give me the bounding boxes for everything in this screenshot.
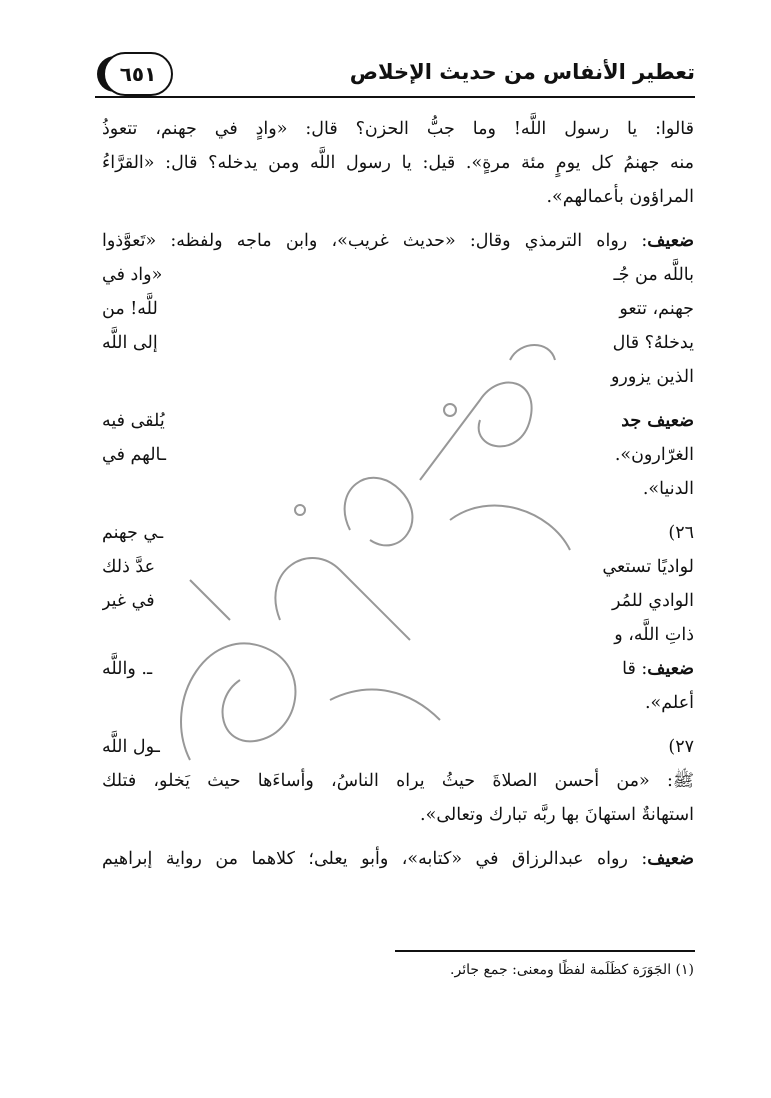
grade-label: ضعيف [647, 659, 694, 679]
line-right-part [668, 516, 694, 550]
paragraph-gap [102, 506, 694, 516]
text-fragment: ـي جهنم [102, 523, 164, 543]
text-line [102, 224, 694, 258]
grade-label: ضعيف [647, 231, 694, 251]
grade-label: ضعيف جد [621, 411, 694, 431]
header-rule [95, 96, 695, 98]
text-line [102, 258, 694, 292]
text-fragment: الذين يزورو [610, 367, 694, 387]
text-fragment: : قا [622, 659, 648, 679]
text-line [102, 798, 694, 832]
text-line [102, 112, 694, 146]
text-line [102, 618, 694, 652]
text-fragment: : رواه عبدالرزاق في «كتابه»، وأبو يعلى؛ كلاهما من رواية إبراهيم [102, 849, 648, 869]
line-right-part [615, 438, 694, 472]
text-fragment: باللَّه من جُـ [613, 265, 694, 285]
footnote-separator [395, 950, 695, 952]
line-right-part [602, 550, 694, 584]
page-number-badge: ٦٥١ [103, 52, 173, 96]
line-right-part [622, 652, 694, 686]
line-right-part [611, 360, 694, 394]
text-fragment: ٢٧) [668, 737, 694, 757]
text-fragment: الدنيا». [642, 479, 694, 499]
text-line [102, 652, 694, 686]
text-line [102, 146, 694, 180]
paragraph-gap [102, 214, 694, 224]
text-fragment: جهنم، تتعو [619, 299, 694, 319]
text-fragment: : رواه الترمذي وقال: «حديث غريب»، وابن ماجه ولفظه: «تَعوَّذوا [102, 231, 648, 251]
text-fragment: يُلقى فيه [102, 411, 165, 431]
text-fragment: لواديًا تستعي [602, 557, 694, 577]
line-right-part [614, 258, 694, 292]
line-right-part [613, 326, 694, 360]
text-fragment: استهانةٌ استهانَ بها ربَّه تبارك وتعالى». [420, 805, 694, 825]
text-line [102, 842, 694, 876]
grade-label: ضعيف [647, 849, 694, 869]
text-fragment: يدخلهُ؟ قال [612, 333, 694, 353]
text-line [102, 730, 694, 764]
text-line [102, 180, 694, 214]
line-right-part [614, 618, 694, 652]
paragraph-gap [102, 394, 694, 404]
text-line [102, 516, 694, 550]
paragraph-gap [102, 832, 694, 842]
page-header [95, 48, 695, 98]
text-line [102, 360, 694, 394]
text-line [102, 550, 694, 584]
paragraph-gap [102, 720, 694, 730]
text-line [102, 326, 694, 360]
text-fragment: قالوا: يا رسول اللَّه! وما جبُّ الحزن؟ قال: «وادٍ في جهنم، تتعوذُ [102, 119, 694, 139]
line-right-part [619, 292, 694, 326]
text-fragment: ٢٦) [668, 523, 694, 543]
text-fragment: ـالهم في [102, 445, 167, 465]
text-line [102, 764, 694, 798]
text-fragment: للَّه! من [102, 299, 158, 319]
text-fragment: ذاتِ اللَّه، و [614, 625, 694, 645]
body-text [102, 112, 694, 876]
text-fragment: المراؤون بأعمالهم». [546, 187, 694, 207]
text-fragment: الوادي للمُر [611, 591, 694, 611]
text-line [102, 472, 694, 506]
text-line [102, 686, 694, 720]
text-fragment: ﷺ: «من أحسن الصلاةَ حيثُ يراه الناسُ، وأساءَها حيث يَخلو، فتلك [102, 771, 694, 791]
footnote: (١) الجَوَرَة كظَلَمة لفظًا ومعنى: جمع جائر. [450, 962, 694, 978]
text-fragment: منه جهنمُ كل يومٍ مئة مرةٍ». قيل: يا رسول اللَّه ومن يدخله؟ قال: «القرَّاءُ [102, 153, 694, 173]
line-right-part [612, 584, 694, 618]
running-title: تعطير الأنفاس من حديث الإخلاص [349, 60, 695, 84]
text-fragment: ـول اللَّه [102, 737, 160, 757]
text-fragment: إلى اللَّه [102, 333, 158, 353]
text-line [102, 292, 694, 326]
text-fragment: ـ. واللَّه [102, 659, 153, 679]
line-right-part [668, 730, 694, 764]
text-fragment: عدَّ ذلك [102, 557, 156, 577]
text-fragment: «واد في [102, 265, 163, 285]
line-right-part [621, 404, 694, 438]
text-line [102, 584, 694, 618]
text-line [102, 404, 694, 438]
text-fragment: الغرّارون». [614, 445, 694, 465]
text-line [102, 438, 694, 472]
text-fragment: في غير [102, 591, 155, 611]
text-fragment: أعلم». [644, 693, 694, 713]
